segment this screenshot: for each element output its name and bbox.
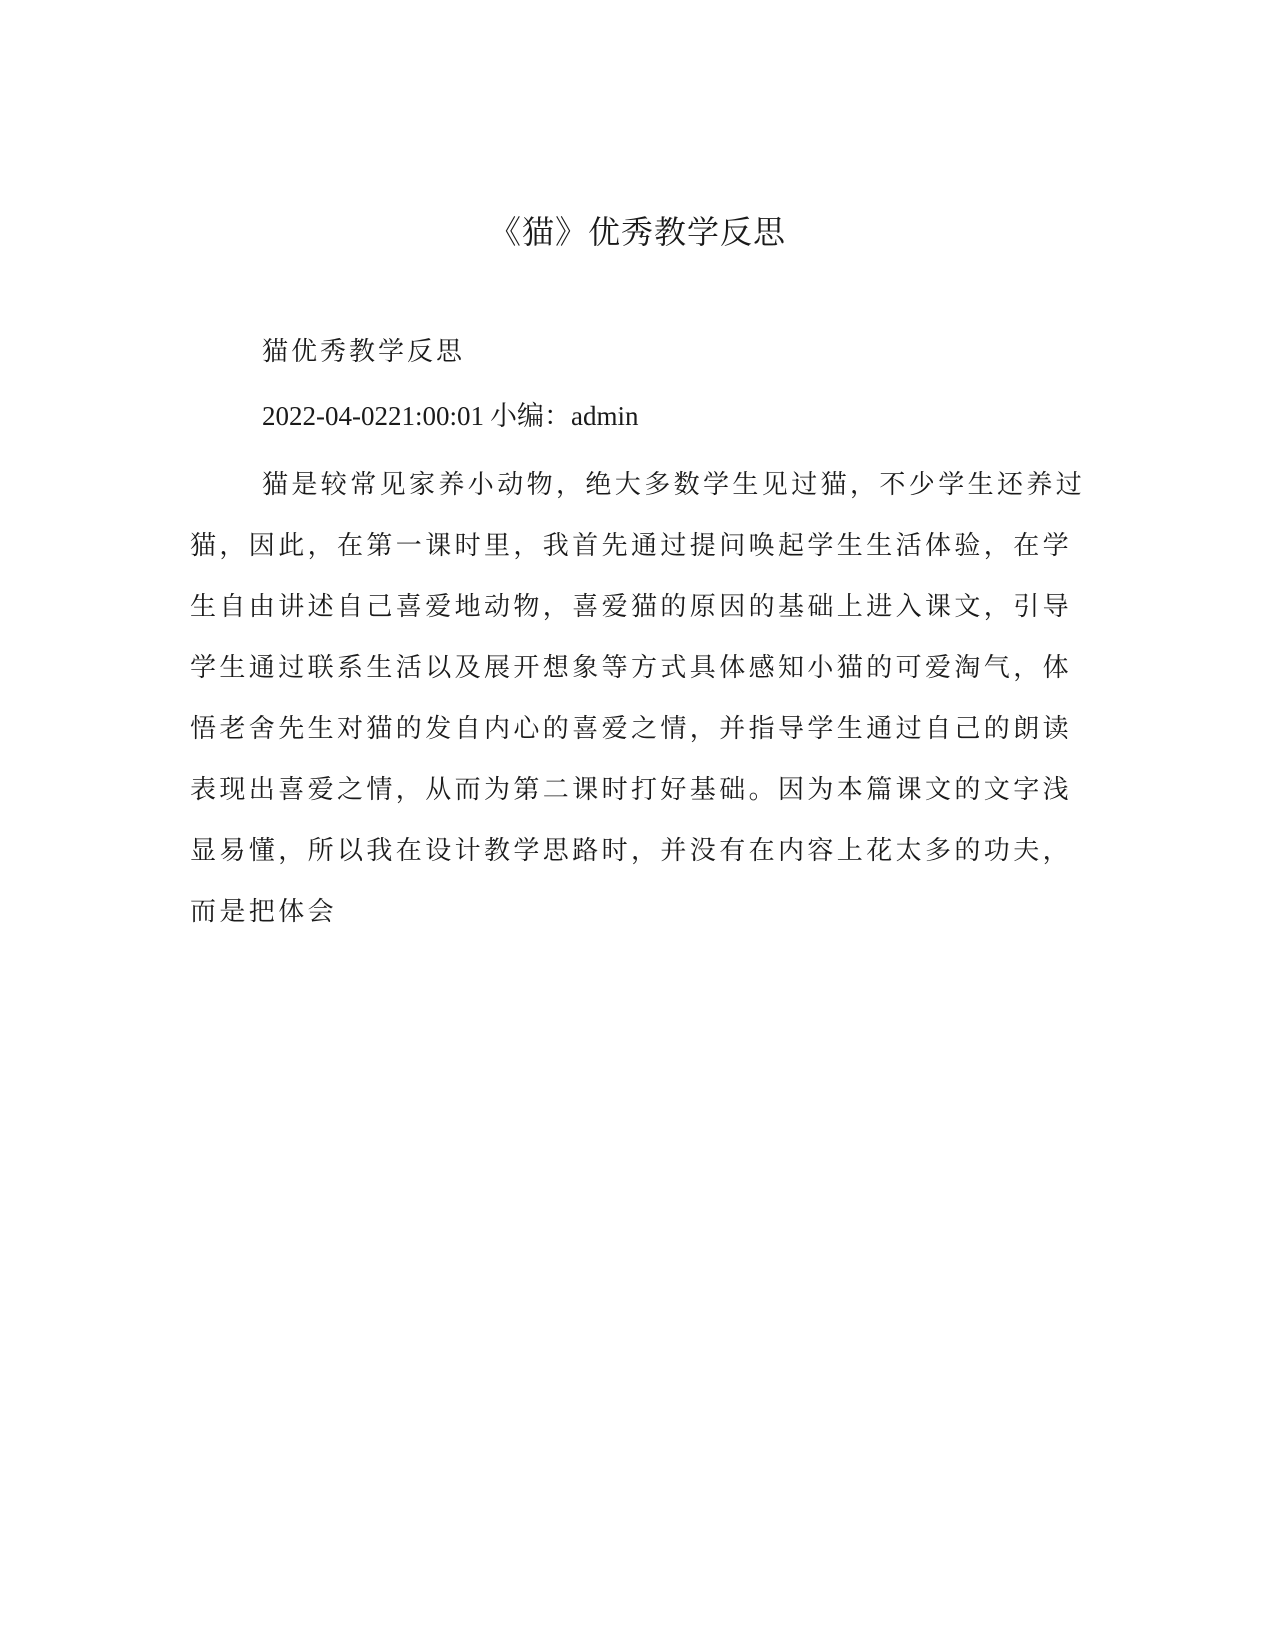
editor-label: 小编：	[490, 401, 571, 431]
body-line: 猫，因此，在第一课时里，我首先通过提问唤起学生生活体验，在学	[190, 531, 1073, 561]
document-title: 《猫》优秀教学反思	[488, 213, 786, 251]
body-line: 而是把体会	[190, 897, 338, 927]
post-meta	[262, 396, 639, 436]
body-line: 悟老舍先生对猫的发自内心的喜爱之情，并指导学生通过自己的朗读	[190, 714, 1073, 744]
body-line: 生自由讲述自己喜爱地动物，喜爱猫的原因的基础上进入课文，引导	[190, 592, 1073, 622]
body-paragraph	[190, 455, 1086, 943]
editor-name: admin	[571, 401, 639, 431]
body-line: 表现出喜爱之情，从而为第二课时打好基础。因为本篇课文的文字浅	[190, 775, 1073, 805]
post-datetime: 2022-04-0221:00:01	[262, 401, 484, 431]
body-line: 猫是较常见家养小动物，绝大多数学生见过猫，不少学生还养过	[262, 470, 1086, 500]
body-line: 显易懂，所以我在设计教学思路时，并没有在内容上花太多的功夫，	[190, 836, 1073, 866]
document-subtitle: 猫优秀教学反思	[262, 337, 466, 367]
body-line: 学生通过联系生活以及展开想象等方式具体感知小猫的可爱淘气，体	[190, 653, 1073, 683]
